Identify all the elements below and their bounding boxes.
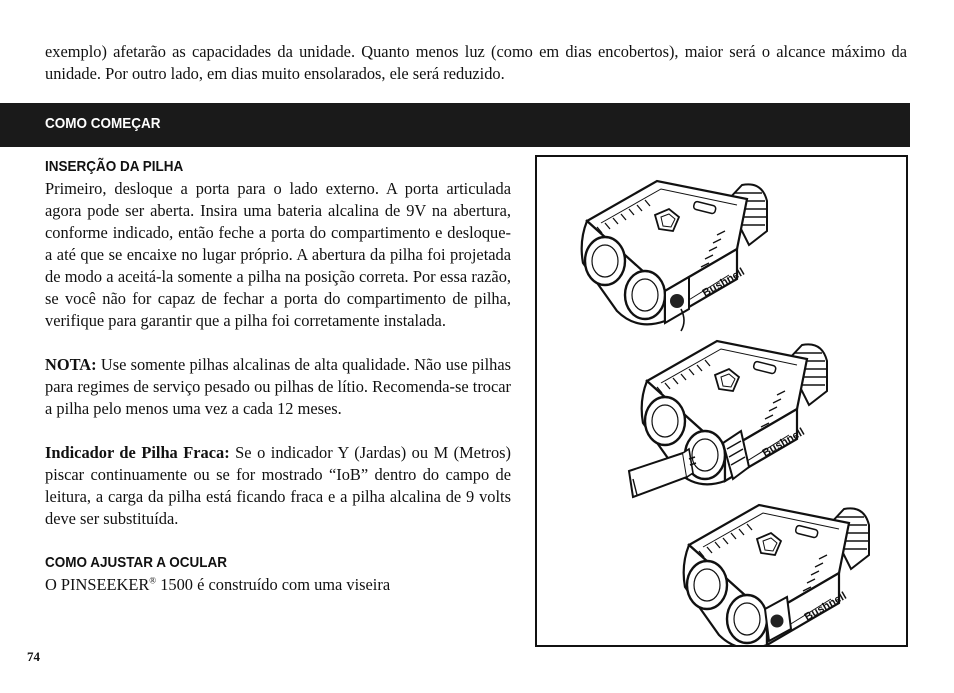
section-title: COMO COMEÇAR <box>45 115 161 132</box>
rangefinder-drawings <box>537 157 906 645</box>
ocular-heading: COMO AJUSTAR A OCULAR <box>45 554 227 571</box>
rangefinder-door-open <box>629 341 827 497</box>
ocular-text-before: O PINSEEKER <box>45 575 150 594</box>
intro-paragraph: exemplo) afetarão as capacidades da unidade. Quanto menos luz (como em dias encobertos), maior será o alcance máximo da unidade. Por outro lado, em dias muito ensolarados, ele será reduzido. <box>45 42 907 83</box>
battery-heading: INSERÇÃO DA PILHA <box>45 158 184 175</box>
rangefinder-door-closing <box>684 505 869 645</box>
note-text: Use somente pilhas alcalinas de alta qualidade. Não use pilhas para regimes de serviço pesado ou pilhas de lítio. Recomenda-se trocar a pilha pelo menos uma vez a cada 12 meses. <box>45 355 511 418</box>
battery-body: Primeiro, desloque a porta para o lado externo. A porta articulada agora pode ser aberta. Insira uma bateria alcalina de 9V na abertura, conforme indicado, então feche a porta do compartimento e desloque-a até que se encaixe no lugar próprio. A abertura da pilha foi projetada de modo a aceitá-la somente a pilha na posição correta. Por essa razão, se você não for capaz de fechar a porta do compartimento de pilha, verifique para garantir que a pilha foi corretamente instalada. <box>45 179 511 330</box>
low-battery-paragraph <box>45 442 511 530</box>
rangefinder-door-closed <box>582 181 767 331</box>
section-header-band <box>0 103 910 147</box>
registered-mark: ® <box>149 575 157 586</box>
low-battery-text: Se o indicador Y (Jardas) ou M (Metros) piscar continuamente ou se for mostrado “IoB” dentro do campo de leitura, a carga da pilha está ficando fraca e a pilha alcalina de 9 volts deve ser substituída. <box>45 443 511 528</box>
low-battery-label: Indicador de Pilha Fraca: <box>45 443 230 462</box>
brand-logo-top: Bushnell <box>700 265 747 300</box>
ocular-paragraph <box>45 574 511 596</box>
brand-logo-middle: Bushnell <box>760 425 807 460</box>
ocular-text-after: 1500 é construído com uma viseira <box>156 575 391 594</box>
page-number: 74 <box>27 649 40 664</box>
text-column <box>45 156 511 596</box>
rangefinder-illustration <box>535 155 908 647</box>
note-paragraph <box>45 354 511 420</box>
brand-logo-bottom: Bushnell <box>802 589 849 624</box>
note-label: NOTA: <box>45 355 97 374</box>
